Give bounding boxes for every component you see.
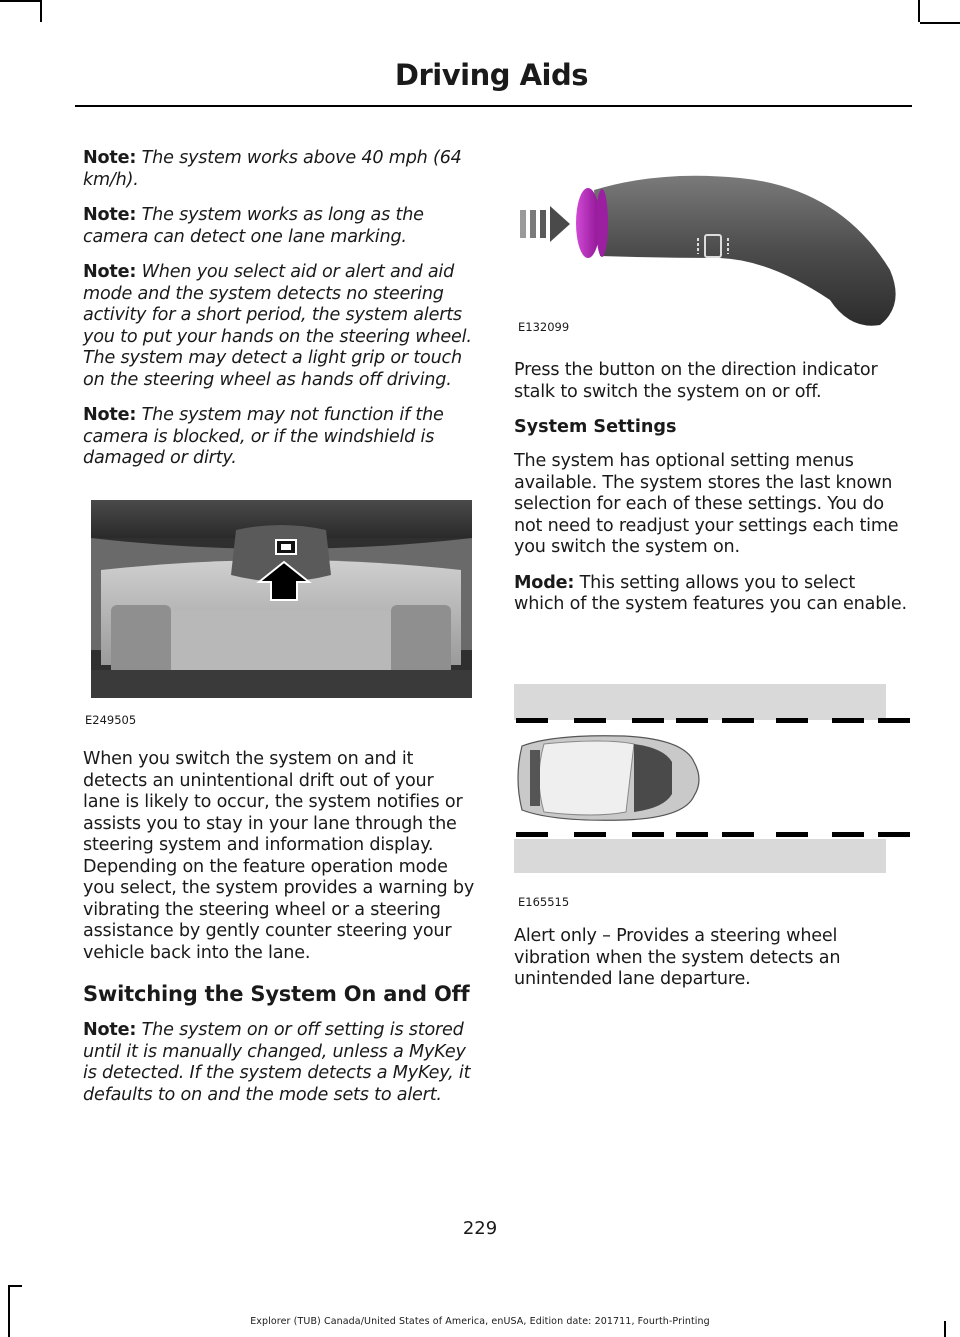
crop-mark [918,0,920,22]
note-text: The system on or off setting is stored until it is manually changed, unless a MyKey is detected. If the system detects a MyKey, it defaults to on and the mode sets to alert. [83,1020,471,1105]
note-camera-blocked [83,405,475,470]
mode-label: Mode: [514,572,575,593]
camera-illustration [91,500,472,698]
note-text: When you select aid or alert and aid mode and the system detects no steering activity for a short period, the system alerts you to put your hands on the steering wheel. The system may detect a light grip or touch on the steering wheel as hands off driving. [83,262,472,390]
note-hands-off [83,262,475,391]
figure-code: E249505 [85,713,137,727]
heading-system-settings: System Settings [514,417,677,437]
note-label: Note: [83,405,137,425]
paragraph-settings: The system has optional setting menus available. The system stores the last known selection for each of these settings. You do not need to readjust your settings each time you switch the system on. [514,451,899,557]
note-text: The system works as long as the camera can detect one lane marking. [83,205,424,247]
note-label: Note: [83,205,137,225]
page-title: Driving Aids [394,58,588,92]
crop-mark [8,1285,22,1287]
paragraph-drift: When you switch the system on and it detects an unintentional drift out of your lane is likely to occur, the system notifies or assists you to stay in your lane through the steering system and information display. Depending on the feature operation mode you select, the system provides a warning by vibrating the steering wheel or a steering assistance by gently counter steering your vehicle back into the lane. [83,749,475,963]
right-column [514,360,910,630]
paragraph-press: Press the button on the direction indicator stalk to switch the system on or off. [514,360,878,402]
note-text: The system works above 40 mph (64 km/h). [83,148,462,190]
mode-text: This setting allows you to select which of the system features you can enable. [514,572,907,614]
lane-illustration [514,684,910,876]
stalk-illustration [520,160,912,328]
right-column-lower [514,926,910,1005]
left-column-lower [83,749,475,1120]
note-label: Note: [83,262,137,282]
note-label: Note: [83,148,137,168]
note-speed [83,148,475,191]
page-number: 229 [462,1218,498,1239]
crop-mark [40,0,42,22]
header-divider [75,105,912,107]
note-mykey [83,1020,475,1106]
heading-switching: Switching the System On and Off [83,982,470,1006]
figure-code: E165515 [518,895,570,909]
paragraph-alert-only: Alert only – Provides a steering wheel vibration when the system detects an unintended lane departure. [514,926,841,989]
left-column [83,148,475,484]
edition-footer: Explorer (TUB) Canada/United States of America, enUSA, Edition date: 201711, Fourth-Printing [250,1316,710,1327]
note-lane-marking [83,205,475,248]
crop-mark [0,0,40,2]
crop-mark [8,1287,10,1337]
crop-mark [920,22,960,24]
note-text: The system may not function if the camera is blocked, or if the windshield is damaged or dirty. [83,405,444,468]
note-label: Note: [83,1020,137,1040]
figure-code: E132099 [518,320,570,334]
mode-description [514,573,910,616]
